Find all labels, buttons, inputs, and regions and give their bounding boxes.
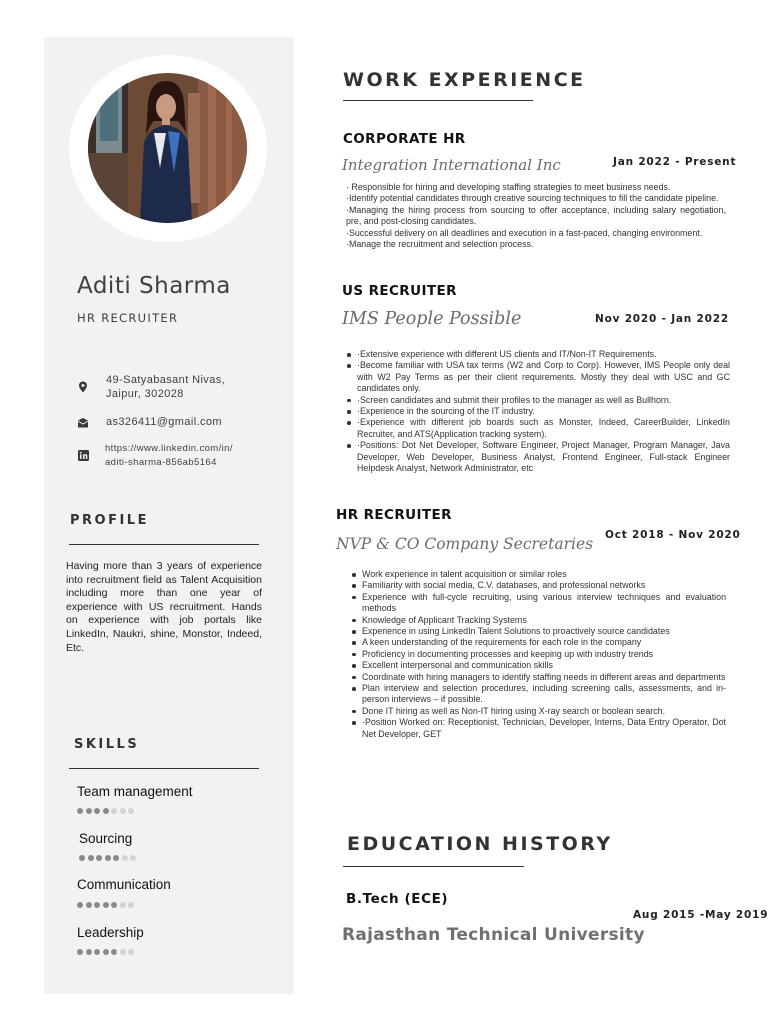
education-divider <box>343 866 524 867</box>
rating-dot-filled <box>96 855 102 861</box>
job-title: HR RECRUITER <box>336 507 452 523</box>
company-name: NVP & CO Company Secretaries <box>336 535 594 553</box>
duty-item: Knowledge of Applicant Tracking Systems <box>351 615 726 626</box>
job-title: CORPORATE HR <box>343 131 466 147</box>
skills-divider <box>69 768 259 769</box>
rating-dot-filled <box>86 902 92 908</box>
duty-item: ·Experience with different job boards such as Monster, Indeed, CareerBuilder, LinkedIn Recruiter, and ATS(Application tracking system). <box>346 417 730 440</box>
address-line-1: 49-Satyabasant Nivas, <box>106 374 226 386</box>
job-title: US RECRUITER <box>342 283 457 299</box>
duty-item: Experience in using LinkedIn Talent Solutions to proactively source candidates <box>351 626 726 637</box>
rating-dot-filled <box>88 855 94 861</box>
rating-dot-filled <box>77 949 83 955</box>
rating-dot-filled <box>103 949 109 955</box>
skill-label: Team management <box>77 784 193 799</box>
email-link[interactable]: as326411@gmail.com <box>106 416 222 428</box>
duty-line: · Responsible for hiring and developing staffing strategies to meet business needs. <box>346 182 671 192</box>
rating-dot-filled <box>94 902 100 908</box>
rating-dot-empty <box>128 902 134 908</box>
skill-level-rating <box>77 808 134 814</box>
duty-item: Plan interview and selection procedures, including screening calls, assessments, and in-person interviews – if possible. <box>351 683 726 706</box>
education-dates: Aug 2015 -May 2019 <box>633 909 768 921</box>
rating-dot-empty <box>122 855 128 861</box>
person-name: Aditi Sharma <box>77 273 231 299</box>
rating-dot-filled <box>77 902 83 908</box>
profile-divider <box>69 544 259 545</box>
rating-dot-filled <box>103 902 109 908</box>
rating-dot-filled <box>113 855 119 861</box>
rating-dot-filled <box>77 808 83 814</box>
job-duties <box>346 349 730 474</box>
rating-dot-filled <box>111 902 117 908</box>
duty-item: ·Experience in the sourcing of the IT industry. <box>346 406 730 417</box>
skill-level-rating <box>77 949 134 955</box>
duty-item: Proficiency in documenting processes and keeping up with industry trends <box>351 649 726 660</box>
rating-dot-empty <box>128 808 134 814</box>
linkedin-icon <box>78 450 89 461</box>
rating-dot-empty <box>130 855 136 861</box>
person-role: HR RECRUITER <box>77 311 179 325</box>
duty-item: ·Position Worked on: Receptionist, Technician, Developer, Interns, Data Entry Operator, Dot Net Developer, GET <box>351 717 726 740</box>
rating-dot-filled <box>105 855 111 861</box>
job-duties <box>346 182 726 250</box>
skill-label: Leadership <box>77 925 144 940</box>
job-dates: Oct 2018 - Nov 2020 <box>605 529 741 541</box>
rating-dot-filled <box>94 808 100 814</box>
duty-item: ·Become familiar with USA tax terms (W2 and Corp to Corp). However, IMS People only deal with W2 Pay Terms as per their client requirements. Mostly they deal with USC and GC candidates only. <box>346 360 730 394</box>
duty-item: Excellent interpersonal and communication skills <box>351 660 726 671</box>
rating-dot-filled <box>111 949 117 955</box>
duty-line: ·Successful delivery on all deadlines and execution in a fast-paced, changing environment. <box>346 227 703 238</box>
rating-dot-filled <box>94 949 100 955</box>
duty-line: ·Identify potential candidates through creative sourcing techniques to fill the candidate pipeline. <box>346 193 719 204</box>
job-dates: Jan 2022 - Present <box>613 156 737 168</box>
rating-dot-empty <box>111 808 117 814</box>
rating-dot-filled <box>86 808 92 814</box>
duty-line: ·Managing the hiring process from sourcing to offer acceptance, including salary negotiation, pre, and post-closing candidates. <box>346 204 726 227</box>
company-name: Integration International Inc <box>342 156 561 174</box>
duty-item: Work experience in talent acquisition or similar roles <box>351 569 726 580</box>
duty-item: Experience with full-cycle recruiting, using various interview techniques and evaluation methods <box>351 592 726 615</box>
rating-dot-empty <box>128 949 134 955</box>
profile-summary: Having more than 3 years of experience into recruitment field as Talent Acquisition including more than one year of experience with US recruitment. Hands on experience with job portals like LinkedIn, Naukri, shine, Monstor, Indeed, Etc. <box>66 560 262 654</box>
rating-dot-empty <box>120 902 126 908</box>
profile-photo <box>88 73 247 223</box>
duty-item: Familiarity with social media, C.V. databases, and professional networks <box>351 580 726 591</box>
skill-level-rating <box>77 902 134 908</box>
job-duties <box>351 569 726 740</box>
work-experience-divider <box>343 100 533 101</box>
job-dates: Nov 2020 - Jan 2022 <box>595 313 729 325</box>
profile-heading: PROFILE <box>70 513 149 528</box>
degree-title: B.Tech (ECE) <box>346 891 449 907</box>
duty-item: Coordinate with hiring managers to identify staffing needs in different areas and departments <box>351 672 726 683</box>
education-heading: EDUCATION HISTORY <box>347 833 613 855</box>
linkedin-url-line-1[interactable]: https://www.linkedin.com/in/ <box>105 443 233 454</box>
duty-item: Done IT hiring as well as Non-IT hiring using X-ray search or boolean search. <box>351 706 726 717</box>
work-experience-heading: WORK EXPERIENCE <box>343 69 586 91</box>
duty-line: ·Manage the recruitment and selection process. <box>346 239 534 250</box>
company-name: IMS People Possible <box>342 309 522 329</box>
skills-heading: SKILLS <box>74 737 140 752</box>
skill-level-rating <box>79 855 136 861</box>
duty-item: A keen understanding of the requirements for each role in the company <box>351 637 726 648</box>
skill-label: Communication <box>77 877 171 892</box>
envelope-icon <box>77 417 89 429</box>
address-line-2: Jaipur, 302028 <box>106 388 184 400</box>
duty-item: ·Positions: Dot Net Developer, Software Engineer, Project Manager, Program Manager, Java Developer, Web Developer, Business Analyst, Frontend Engineer, Full-stack Engineer Helpdesk Analyst, Network Administrator, etc <box>346 440 730 474</box>
rating-dot-empty <box>120 808 126 814</box>
duty-item: ·Screen candidates and submit their profiles to the manager as well as Bullhorn. <box>346 395 730 406</box>
location-pin-icon <box>77 381 89 393</box>
university-name: Rajasthan Technical University <box>342 925 645 945</box>
skill-label: Sourcing <box>79 831 133 846</box>
duty-item: ·Extensive experience with different US clients and IT/Non-IT Requirements. <box>346 349 730 360</box>
rating-dot-filled <box>103 808 109 814</box>
rating-dot-filled <box>86 949 92 955</box>
rating-dot-filled <box>79 855 85 861</box>
linkedin-url-line-2[interactable]: aditi-sharma-856ab5164 <box>105 457 217 468</box>
rating-dot-empty <box>120 949 126 955</box>
